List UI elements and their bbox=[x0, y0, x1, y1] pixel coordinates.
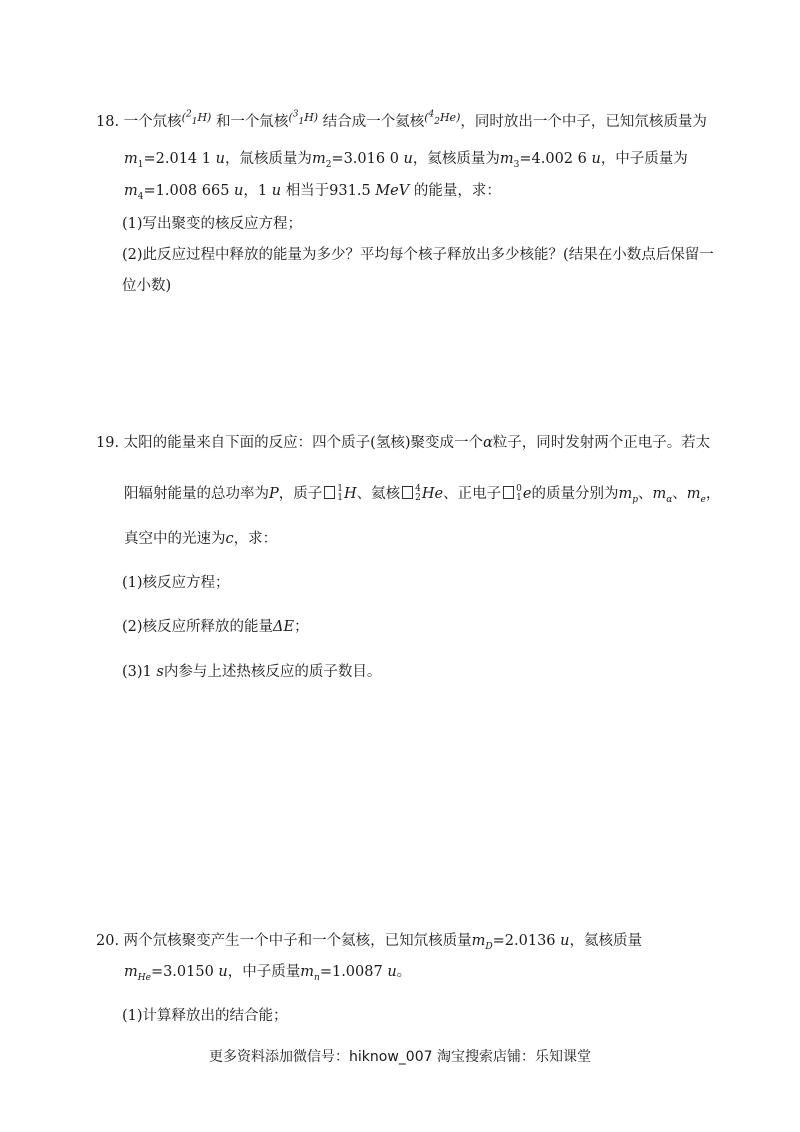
tritium-symbol: (31H) bbox=[288, 109, 319, 128]
q19-text: 的质量分别为 bbox=[531, 486, 619, 502]
q19-text: 、正电子 bbox=[443, 486, 502, 502]
helium-index: 4 2 bbox=[415, 484, 421, 503]
q19-text: ； bbox=[294, 619, 309, 635]
deuterium-symbol: (21H) bbox=[181, 109, 212, 128]
q19-text: 粒子，同时发射两个正电子。若太 bbox=[492, 435, 711, 451]
q18-text: ，1 bbox=[243, 183, 268, 199]
q18-text: 结合成一个氦核 bbox=[322, 114, 425, 130]
q18-text: 的能量，求： bbox=[413, 183, 501, 199]
helium-symbol: (42He) bbox=[424, 109, 461, 128]
q18-line3: $m_4=1.008$ 665 u，1 u 相当于931.5 MeV 的能量，求： bbox=[124, 183, 501, 202]
q20-part1: (1)计算释放出的结合能； bbox=[122, 1008, 288, 1024]
q18-line2: $m_1=2.014$ 1 u，氚核质量为$m_2=3.016$ 0 u，氦核质量为$m_3=4.002$ 6 u，中子质量为 bbox=[124, 151, 688, 170]
q18-text: =1.008 665 bbox=[143, 183, 230, 199]
q20-text: =1.0087 bbox=[319, 964, 383, 980]
q19-line3: 真空中的光速为c，求： bbox=[124, 531, 278, 547]
q20-text: ，中子质量 bbox=[227, 964, 301, 980]
q19-text: 阳辐射能量的总功率为 bbox=[124, 486, 269, 502]
q20-text: 20. 两个氘核聚变产生一个中子和一个氦核，已知氘核质量 bbox=[96, 933, 472, 949]
proton-index: 1 1 bbox=[337, 484, 343, 503]
q18-text: ，氚核质量为 bbox=[224, 151, 312, 167]
placeholder-box bbox=[324, 486, 335, 499]
q19-part3: (3)1 s内参与上述热核反应的质子数目。 bbox=[122, 664, 382, 680]
q19-line1: 19. 太阳的能量来自下面的反应：四个质子(氢核)聚变成一个α粒子，同时发射两个正电子。若太 bbox=[96, 435, 711, 451]
placeholder-box bbox=[402, 486, 413, 499]
q18-text: =4.002 6 bbox=[519, 151, 587, 167]
q19-part1: (1)核反应方程； bbox=[122, 575, 230, 591]
q18-part2: (2)此反应过程中释放的能量为多少？平均每个核子释放出多少核能？(结果在小数点后保留一 bbox=[122, 247, 714, 263]
q20-line2: $m_{He}=3.0150$ u，中子质量$m_n=1.0087$ u。 bbox=[124, 964, 412, 983]
q20-text: 。 bbox=[396, 964, 412, 980]
q19-text: 真空中的光速为 bbox=[124, 531, 226, 547]
footer-note: 更多资料添加微信号：hiknow_007 淘宝搜索店铺：乐知课堂 bbox=[209, 1049, 591, 1065]
q20-text: =2.0136 bbox=[492, 933, 556, 949]
q18-text: =2.014 1 bbox=[143, 151, 211, 167]
q18-text: =3.016 0 bbox=[331, 151, 399, 167]
q19-text: 内参与上述热核反应的质子数目。 bbox=[163, 664, 382, 680]
q18-text: ，同时放出一个中子，已知氘核质量为 bbox=[460, 114, 707, 130]
q20-text: =3.0150 bbox=[150, 964, 214, 980]
q18-text: 18. 一个氘核 bbox=[96, 114, 182, 130]
q19-text: (3)1 bbox=[122, 664, 152, 680]
q18-text: 相当于931.5 bbox=[285, 183, 371, 199]
q19-line2: 阳辐射能量的总功率为P，质子 1 1 H、氦核 4 2 He、正电子 0 1 e的质量分别为$m_p$、$m_\alpha$、$m_e$， bbox=[124, 484, 721, 505]
q18-text: ，氦核质量为 bbox=[412, 151, 500, 167]
q19-text: 、氦核 bbox=[356, 486, 401, 502]
q18-text: 和一个氚核 bbox=[215, 114, 289, 130]
q18-part2-cont: 位小数) bbox=[122, 278, 172, 294]
q19-text: ，求： bbox=[233, 531, 278, 547]
q20-line1: 20. 两个氘核聚变产生一个中子和一个氦核，已知氘核质量$m_D=2.0136$ u，氦核质量 bbox=[96, 933, 642, 952]
positron-index: 0 1 bbox=[516, 484, 522, 503]
q19-part2: (2)核反应所释放的能量ΔE； bbox=[122, 619, 309, 635]
q18-text: ，中子质量为 bbox=[600, 151, 688, 167]
q19-text: (2)核反应所释放的能量 bbox=[122, 619, 274, 635]
placeholder-box bbox=[503, 486, 514, 499]
q18-line1 bbox=[96, 108, 707, 132]
q18-part1: (1)写出聚变的核反应方程； bbox=[122, 216, 303, 232]
q19-text: 19. 太阳的能量来自下面的反应：四个质子(氢核)聚变成一个 bbox=[96, 435, 483, 451]
q19-text: ，质子 bbox=[278, 486, 323, 502]
q20-text: ，氦核质量 bbox=[569, 933, 642, 949]
